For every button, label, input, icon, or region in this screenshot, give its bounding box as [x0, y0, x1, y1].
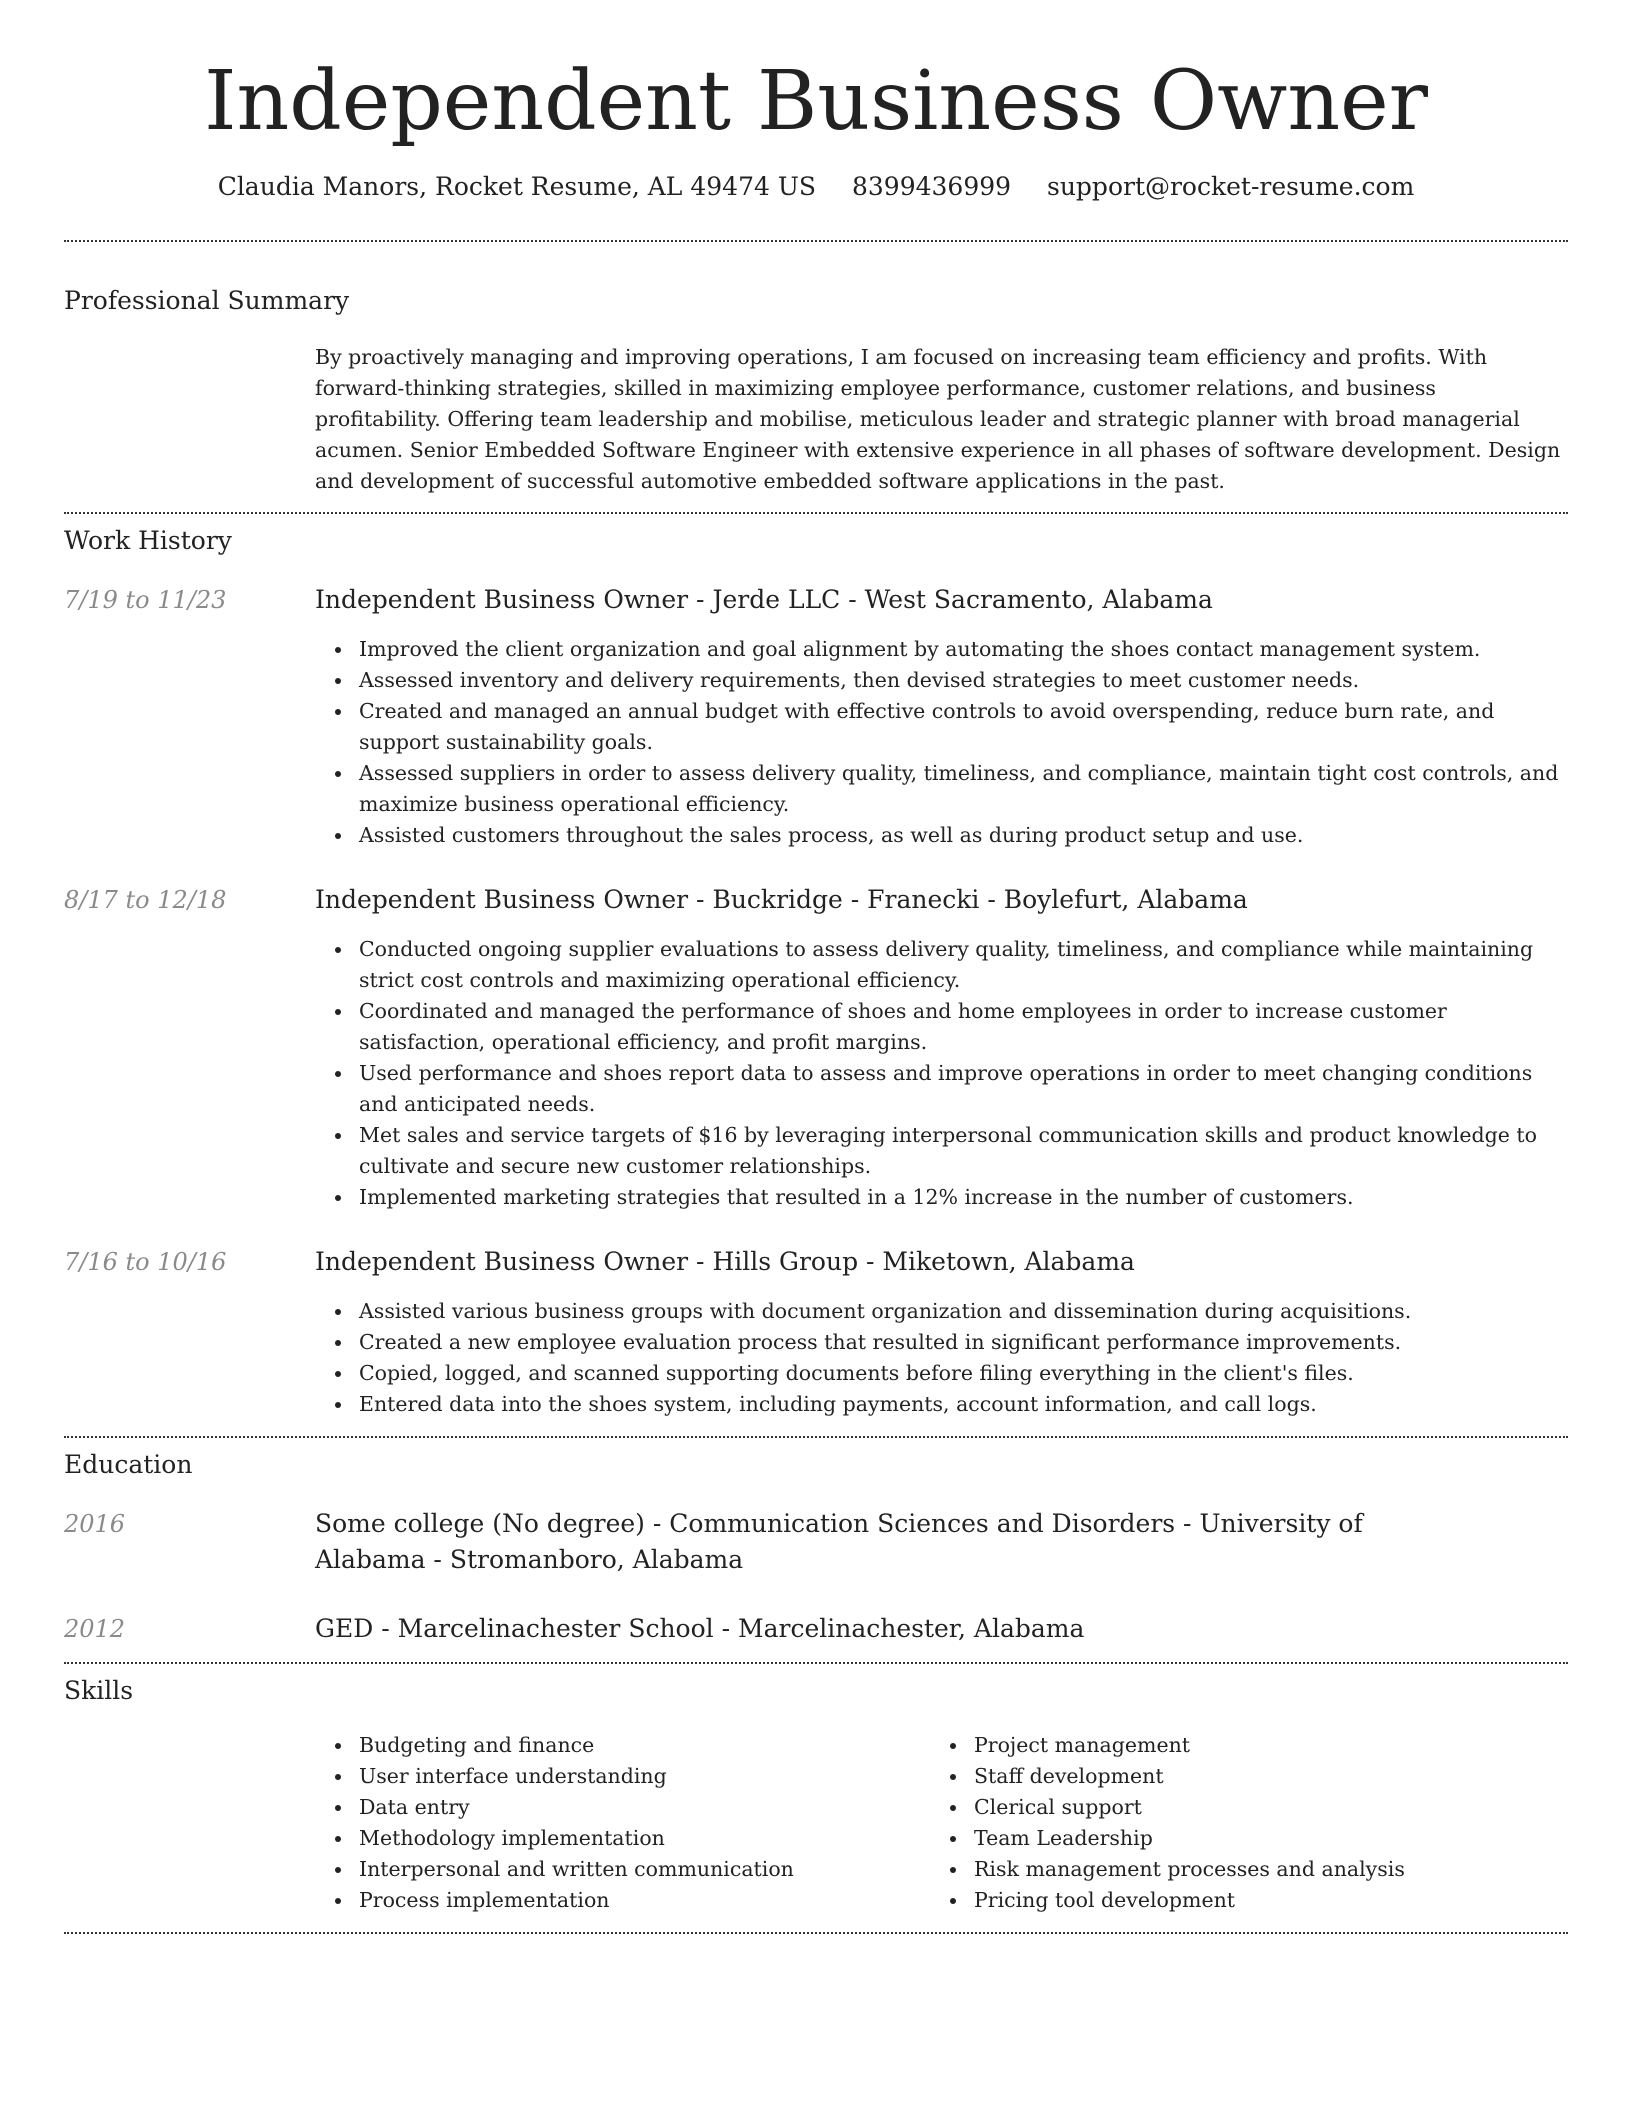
list-item: Met sales and service targets of $16 by leveraging interpersonal communication skills and product knowledge to cultivate and secure new customer relationships.: [359, 1120, 1567, 1182]
contact-email: support@rocket-resume.com: [1047, 172, 1415, 201]
list-item: Assisted customers throughout the sales process, as well as during product setup and use.: [359, 820, 1567, 851]
list-item: Created a new employee evaluation process that resulted in significant performance improvements.: [359, 1327, 1567, 1358]
list-item: Entered data into the shoes system, including payments, account information, and call logs.: [359, 1389, 1567, 1420]
skills-list-left: [315, 1730, 915, 1916]
job-bullets: [315, 934, 1567, 1213]
skill-item: Project management: [974, 1730, 1530, 1761]
job-bullets: [315, 1296, 1567, 1420]
list-item: Conducted ongoing supplier evaluations to assess delivery quality, timeliness, and compliance while maintaining strict cost controls and maximizing operational efficiency.: [359, 934, 1567, 996]
section-divider: [64, 1662, 1568, 1664]
contact-line: [0, 170, 1632, 204]
list-item: Assessed inventory and delivery requirements, then devised strategies to meet customer needs.: [359, 665, 1567, 696]
skills-heading: Skills: [64, 1676, 134, 1705]
skill-item: Budgeting and finance: [359, 1730, 915, 1761]
list-item: Created and managed an annual budget with effective controls to avoid overspending, reduce burn rate, and support sustainability goals.: [359, 696, 1567, 758]
skill-item: Interpersonal and written communication: [359, 1854, 915, 1885]
skill-item: Methodology implementation: [359, 1823, 915, 1854]
skill-item: Team Leadership: [974, 1823, 1530, 1854]
summary-heading: Professional Summary: [64, 286, 350, 315]
skill-item: Data entry: [359, 1792, 915, 1823]
list-item: Coordinated and managed the performance of shoes and home employees in order to increase customer satisfaction, operational efficiency, and profit margins.: [359, 996, 1567, 1058]
job-title: Independent Business Owner - Jerde LLC - West Sacramento, Alabama: [315, 585, 1213, 614]
education-date: 2016: [64, 1510, 126, 1538]
job-date: 7/16 to 10/16: [64, 1248, 227, 1276]
section-divider: [64, 1436, 1568, 1438]
list-item: Copied, logged, and scanned supporting documents before filing everything in the client's files.: [359, 1358, 1567, 1389]
section-divider: [64, 1932, 1568, 1934]
list-item: Used performance and shoes report data to assess and improve operations in order to meet changing conditions and anticipated needs.: [359, 1058, 1567, 1120]
job-title: Independent Business Owner - Buckridge - Franecki - Boylefurt, Alabama: [315, 885, 1248, 914]
education-title: Some college (No degree) - Communication Sciences and Disorders - University of Alabama - Stromanboro, Alabama: [315, 1509, 1363, 1574]
job-date: 7/19 to 11/23: [64, 586, 227, 614]
resume-title: Independent Business Owner: [204, 54, 1428, 149]
section-divider: [64, 240, 1568, 242]
job-title: Independent Business Owner - Hills Group - Miketown, Alabama: [315, 1247, 1135, 1276]
summary-text: By proactively managing and improving operations, I am focused on increasing team efficiency and profits. With forward-thinking strategies, skilled in maximizing employee performance, customer relations, and business profitability. Offering team leadership and mobilise, meticulous leader and strategic planner with broad managerial acumen. Senior Embedded Software Engineer with extensive experience in all phases of software development. Design and development of successful automotive embedded software applications in the past.: [315, 345, 1561, 493]
skill-item: User interface understanding: [359, 1761, 915, 1792]
work-history-heading: Work History: [64, 526, 232, 555]
contact-address: Claudia Manors, Rocket Resume, AL 49474 US: [217, 172, 817, 201]
job-date: 8/17 to 12/18: [64, 886, 227, 914]
skill-item: Risk management processes and analysis: [974, 1854, 1530, 1885]
education-heading: Education: [64, 1450, 193, 1479]
contact-phone: 8399436999: [851, 172, 1012, 201]
section-divider: [64, 512, 1568, 514]
skill-item: Pricing tool development: [974, 1885, 1530, 1916]
skill-item: Process implementation: [359, 1885, 915, 1916]
list-item: Implemented marketing strategies that resulted in a 12% increase in the number of customers.: [359, 1182, 1567, 1213]
skill-item: Clerical support: [974, 1792, 1530, 1823]
list-item: Assessed suppliers in order to assess delivery quality, timeliness, and compliance, maintain tight cost controls, and maximize business operational efficiency.: [359, 758, 1567, 820]
list-item: Assisted various business groups with document organization and dissemination during acquisitions.: [359, 1296, 1567, 1327]
list-item: Improved the client organization and goal alignment by automating the shoes contact management system.: [359, 634, 1567, 665]
education-title: GED - Marcelinachester School - Marcelinachester, Alabama: [315, 1614, 1085, 1643]
skill-item: Staff development: [974, 1761, 1530, 1792]
skills-list-right: [930, 1730, 1530, 1916]
education-date: 2012: [64, 1615, 126, 1643]
job-bullets: [315, 634, 1567, 851]
